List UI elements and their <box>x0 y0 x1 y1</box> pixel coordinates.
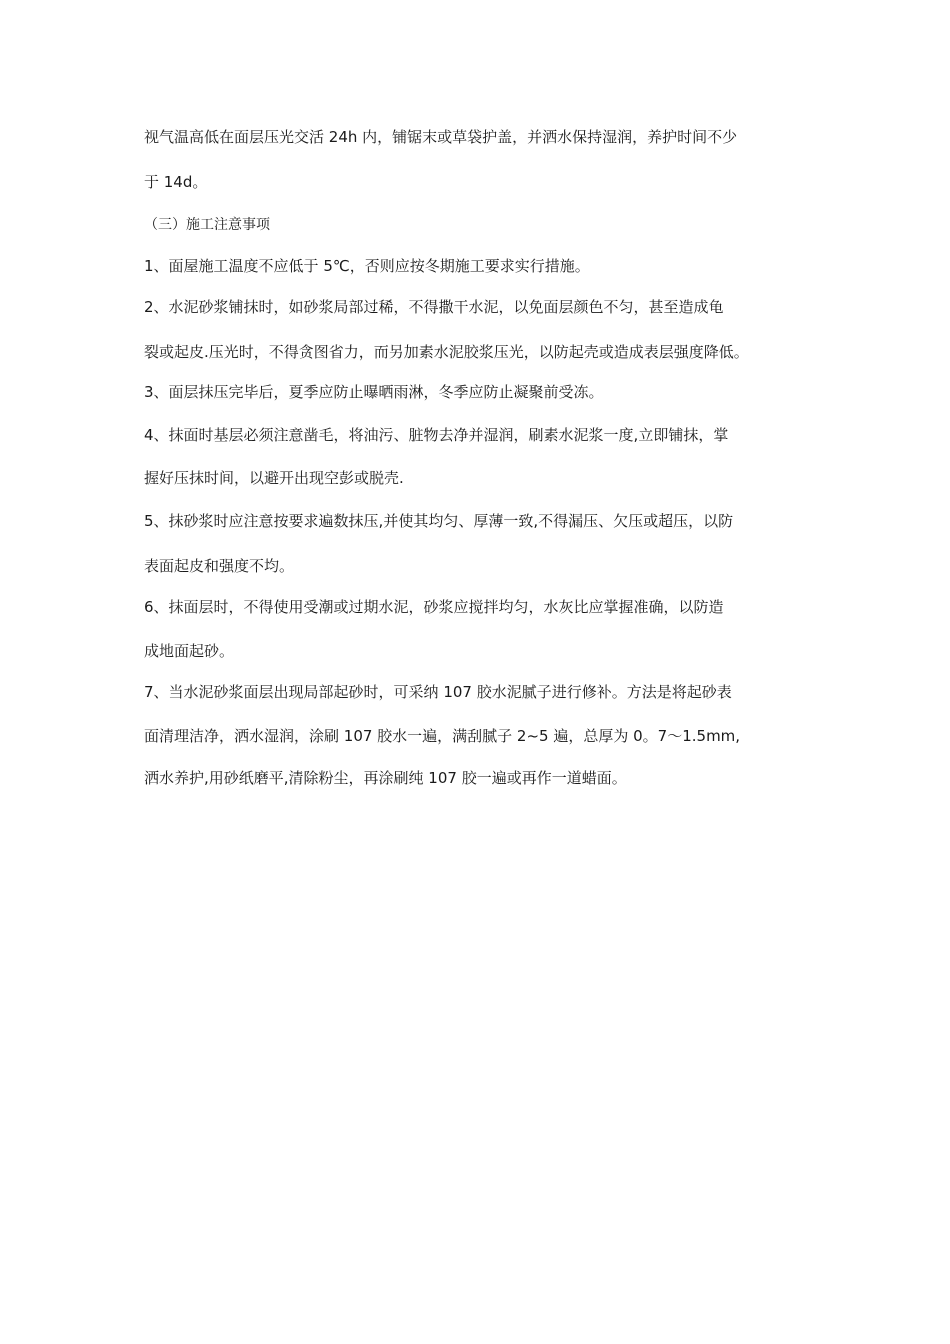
section-heading: （三）施工注意事项 <box>144 217 270 233</box>
paragraph-line: 洒水养护,用砂纸磨平,清除粉尘，再涂刷纯 107 胶一遍或再作一道蜡面。 <box>144 769 627 787</box>
list-item: 3、面层抹压完毕后，夏季应防止曝晒雨淋，冬季应防止凝聚前受冻。 <box>144 383 604 401</box>
paragraph-line: 成地面起砂。 <box>144 642 235 660</box>
list-item: 4、抹面时基层必须注意凿毛，将油污、脏物去净并湿润，刷素水泥浆一度,立即铺抹，掌 <box>144 426 729 444</box>
list-item: 7、当水泥砂浆面层出现局部起砂时，可采纳 107 胶水泥腻子进行修补。方法是将起砂表 <box>144 683 732 701</box>
paragraph-line: 视气温高低在面层压光交活 24h 内，铺锯末或草袋护盖，并洒水保持湿润，养护时间不少 <box>144 128 738 146</box>
paragraph-line: 于 14d。 <box>144 173 208 191</box>
paragraph-line: 面清理洁净，洒水湿润，涂刷 107 胶水一遍，满刮腻子 2~5 遍，总厚为 0。7～1.5mm, <box>144 727 741 745</box>
list-item: 6、抹面层时，不得使用受潮或过期水泥，砂浆应搅拌均匀，水灰比应掌握准确，以防造 <box>144 598 724 616</box>
paragraph-line: 表面起皮和强度不均。 <box>144 557 295 575</box>
list-item: 2、水泥砂浆铺抹时，如砂浆局部过稀，不得撒干水泥，以免面层颜色不匀，甚至造成龟 <box>144 298 724 316</box>
list-item: 1、面屋施工温度不应低于 5℃，否则应按冬期施工要求实行措施。 <box>144 257 590 275</box>
paragraph-line: 裂或起皮.压光时，不得贪图省力，而另加素水泥胶浆压光，以防起壳或造成表层强度降低。 <box>144 343 749 361</box>
list-item: 5、抹砂浆时应注意按要求遍数抹压,并使其均匀、厚薄一致,不得漏压、欠压或超压，以防 <box>144 512 734 530</box>
paragraph-line: 握好压抹时间，以避开出现空彭或脱壳. <box>144 469 404 487</box>
